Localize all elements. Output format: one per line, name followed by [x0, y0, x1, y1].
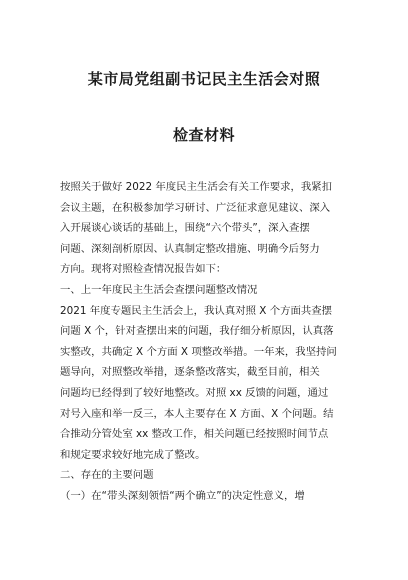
- paragraph-line: 问题 X 个，针对查摆出来的问题，我仔细分析原因，认真落: [60, 325, 334, 338]
- paragraph-line: 题导向，对照整改举措，逐条整改落实，截至目前，相关: [60, 366, 320, 379]
- paragraph-line: （一）在“带头深刻领悟“两个确立”的决定性意义，增: [60, 489, 305, 502]
- paragraph-line: 问题、深刻剖析原因、认真制定整改措施、明确今后努力: [60, 242, 320, 255]
- paragraph-line: 合推动分管处室 xx 整改工作，相关问题已经按照时间节点: [60, 428, 329, 441]
- paragraph-line: 入开展谈心谈话的基础上，围绕“六个带头”，深入查摆: [60, 222, 310, 235]
- section-heading: 二、存在的主要问题: [60, 469, 154, 482]
- paragraph-line: 会议主题，在积极参加学习研讨、广泛征求意见建议、深入: [60, 201, 331, 214]
- paragraph-line: 问题均已经得到了较好地整改。对照 xx 反馈的问题，通过: [60, 386, 329, 399]
- paragraph-line: 按照关于做好 2022 年度民主生活会有关工作要求，我紧扣: [60, 181, 333, 193]
- paragraph-line: 和规定要求较好地完成了整改。: [60, 448, 206, 461]
- document-title-line-1: 某市局党组副书记民主生活会对照: [87, 70, 321, 88]
- section-heading: 一、上一年度民主生活会查摆问题整改情况: [60, 283, 258, 296]
- paragraph-line: 2021 年度专题民主生活会上，我认真对照 X 个方面共查摆: [60, 304, 333, 317]
- paragraph-line: 对号入座和举一反三，本人主要存在 X 方面、X 个问题。结: [60, 407, 334, 420]
- document-title-line-2: 检查材料: [172, 126, 235, 144]
- paragraph-line: 方向。现将对照检查情况报告如下：: [60, 263, 227, 276]
- document-body: [60, 177, 350, 507]
- paragraph-line: 实整改，共确定 X 个方面 X 项整改举措。一年来，我坚持问: [60, 345, 337, 358]
